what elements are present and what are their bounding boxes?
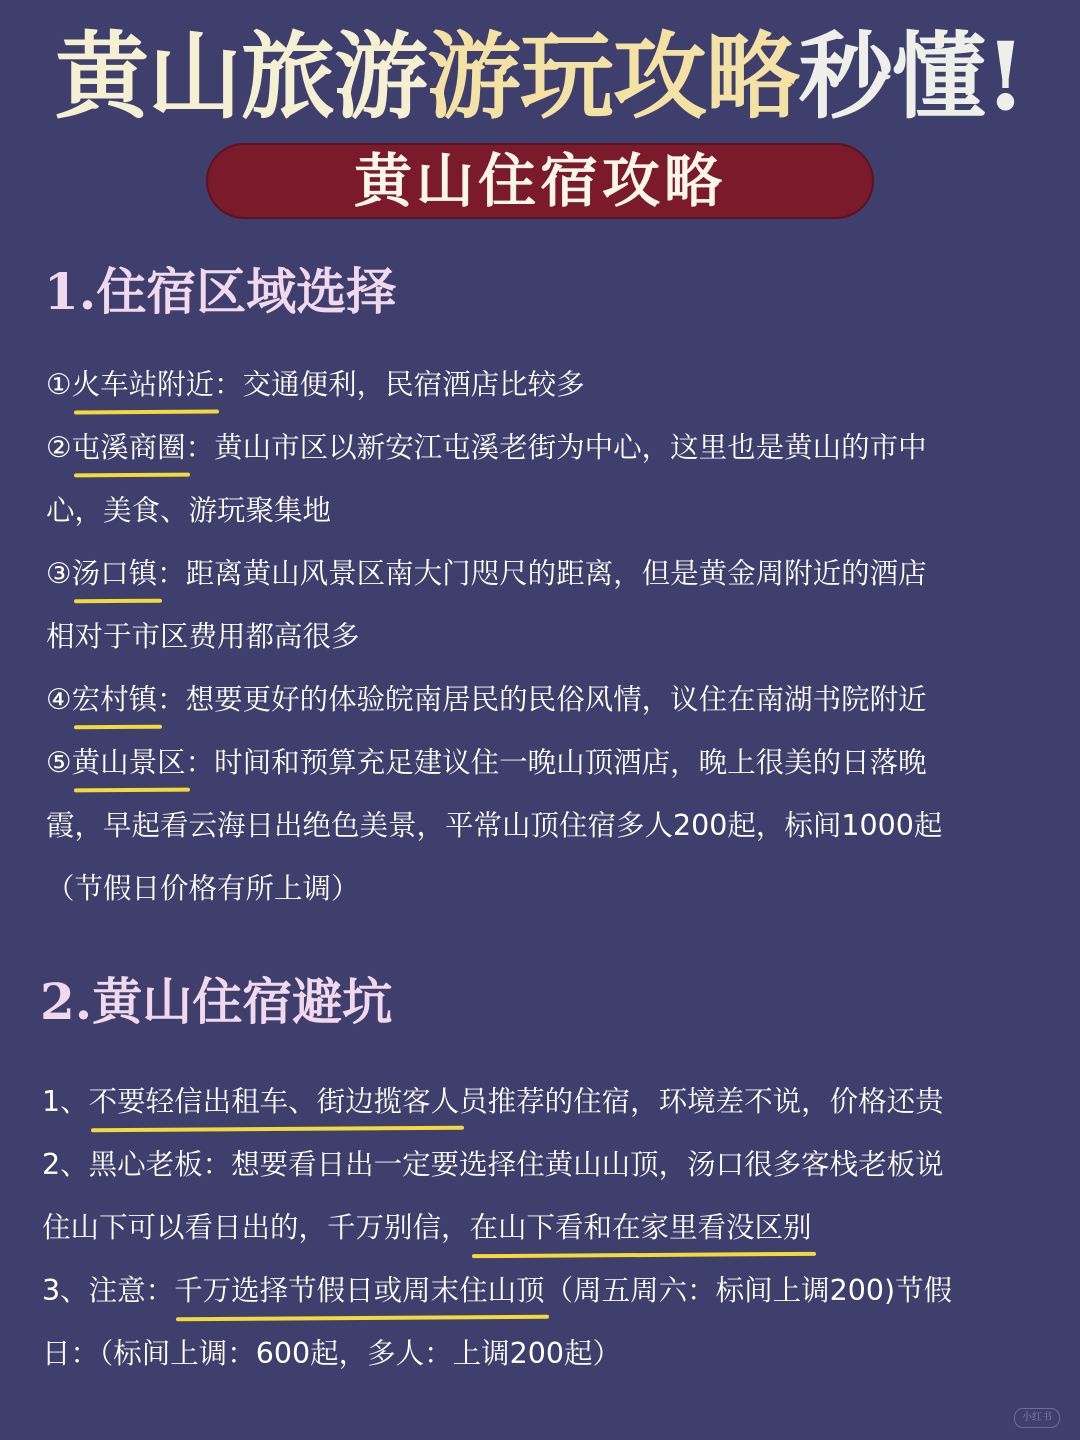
tip-text: 住山下可以看日出的，千万别信， (42, 1211, 470, 1244)
tip-line-3 (42, 1208, 812, 1248)
item-marker: ① (46, 368, 72, 401)
tip-text: （周五周六：标间上调200)节假 (544, 1274, 953, 1307)
area-name: 黄山景区 (72, 743, 186, 783)
item-marker: ④ (46, 683, 72, 716)
watermark-logo: 小红书 (1014, 1408, 1060, 1428)
area-name: 宏村镇 (72, 680, 158, 720)
area-item-2 (46, 428, 927, 468)
tip-highlight: 在山下看和在家里看没区别 (470, 1208, 812, 1248)
tip-highlight: 千万选择节假日或周末住山顶 (174, 1271, 545, 1311)
banner-label: 黄山住宿攻略 (353, 147, 726, 215)
area-desc: ：想要更好的体验皖南居民的民俗风情，议住在南湖书院附近 (157, 683, 927, 716)
section1-heading: 1.住宿区域选择 (44, 262, 397, 321)
item-marker: ⑤ (46, 746, 72, 779)
item-marker: ② (46, 431, 72, 464)
area-name: 火车站附近 (72, 365, 215, 405)
tip-highlight: 不要轻信出租车、街边揽客人 (89, 1082, 460, 1122)
area-desc-cont: 心，美食、游玩聚集地 (46, 494, 332, 527)
banner (206, 143, 874, 219)
tip-line-4 (42, 1271, 952, 1311)
area-desc-cont: 相对于市区费用都高很多 (46, 620, 360, 653)
area-item-3 (46, 554, 927, 594)
tip-line-5: 日：（标间上调：600起，多人：上调200起） (42, 1337, 622, 1370)
tip-line-2: 2、黑心老板：想要看日出一定要选择住黄山山顶，汤口很多客栈老板说 (42, 1148, 944, 1181)
area-desc: ：时间和预算充足建议住一晚山顶酒店，晚上很美的日落晚 (185, 746, 927, 779)
tip-text: 3、注意： (42, 1274, 175, 1307)
area-name: 汤口镇 (72, 554, 158, 594)
title-part1: 黄山旅游 (54, 22, 427, 132)
area-desc: ：黄山市区以新安江屯溪老街为中心，这里也是黄山的市中 (185, 431, 927, 464)
tip-text: 1、 (42, 1085, 89, 1118)
tip-line-1 (42, 1082, 944, 1122)
title-part2: 游玩攻略 (426, 22, 799, 132)
title-part3: 秒懂! (798, 22, 1026, 132)
area-item-4 (46, 680, 927, 720)
page-title (0, 22, 1080, 132)
area-desc: ：交通便利，民宿酒店比较多 (214, 368, 585, 401)
area-name: 屯溪商圈 (72, 428, 186, 468)
area-desc: ：距离黄山风景区南大门咫尺的距离，但是黄金周附近的酒店 (157, 557, 927, 590)
item-marker: ③ (46, 557, 72, 590)
section2-heading: 2.黄山住宿避坑 (40, 972, 393, 1031)
area-desc-cont: 霞，早起看云海日出绝色美景，平常山顶住宿多人200起，标间1000起 (46, 809, 943, 842)
area-desc-cont: （节假日价格有所上调） (46, 872, 360, 905)
area-item-1 (46, 365, 585, 405)
tip-text: 员推荐的住宿，环境差不说，价格还贵 (459, 1085, 944, 1118)
area-item-5 (46, 743, 927, 783)
